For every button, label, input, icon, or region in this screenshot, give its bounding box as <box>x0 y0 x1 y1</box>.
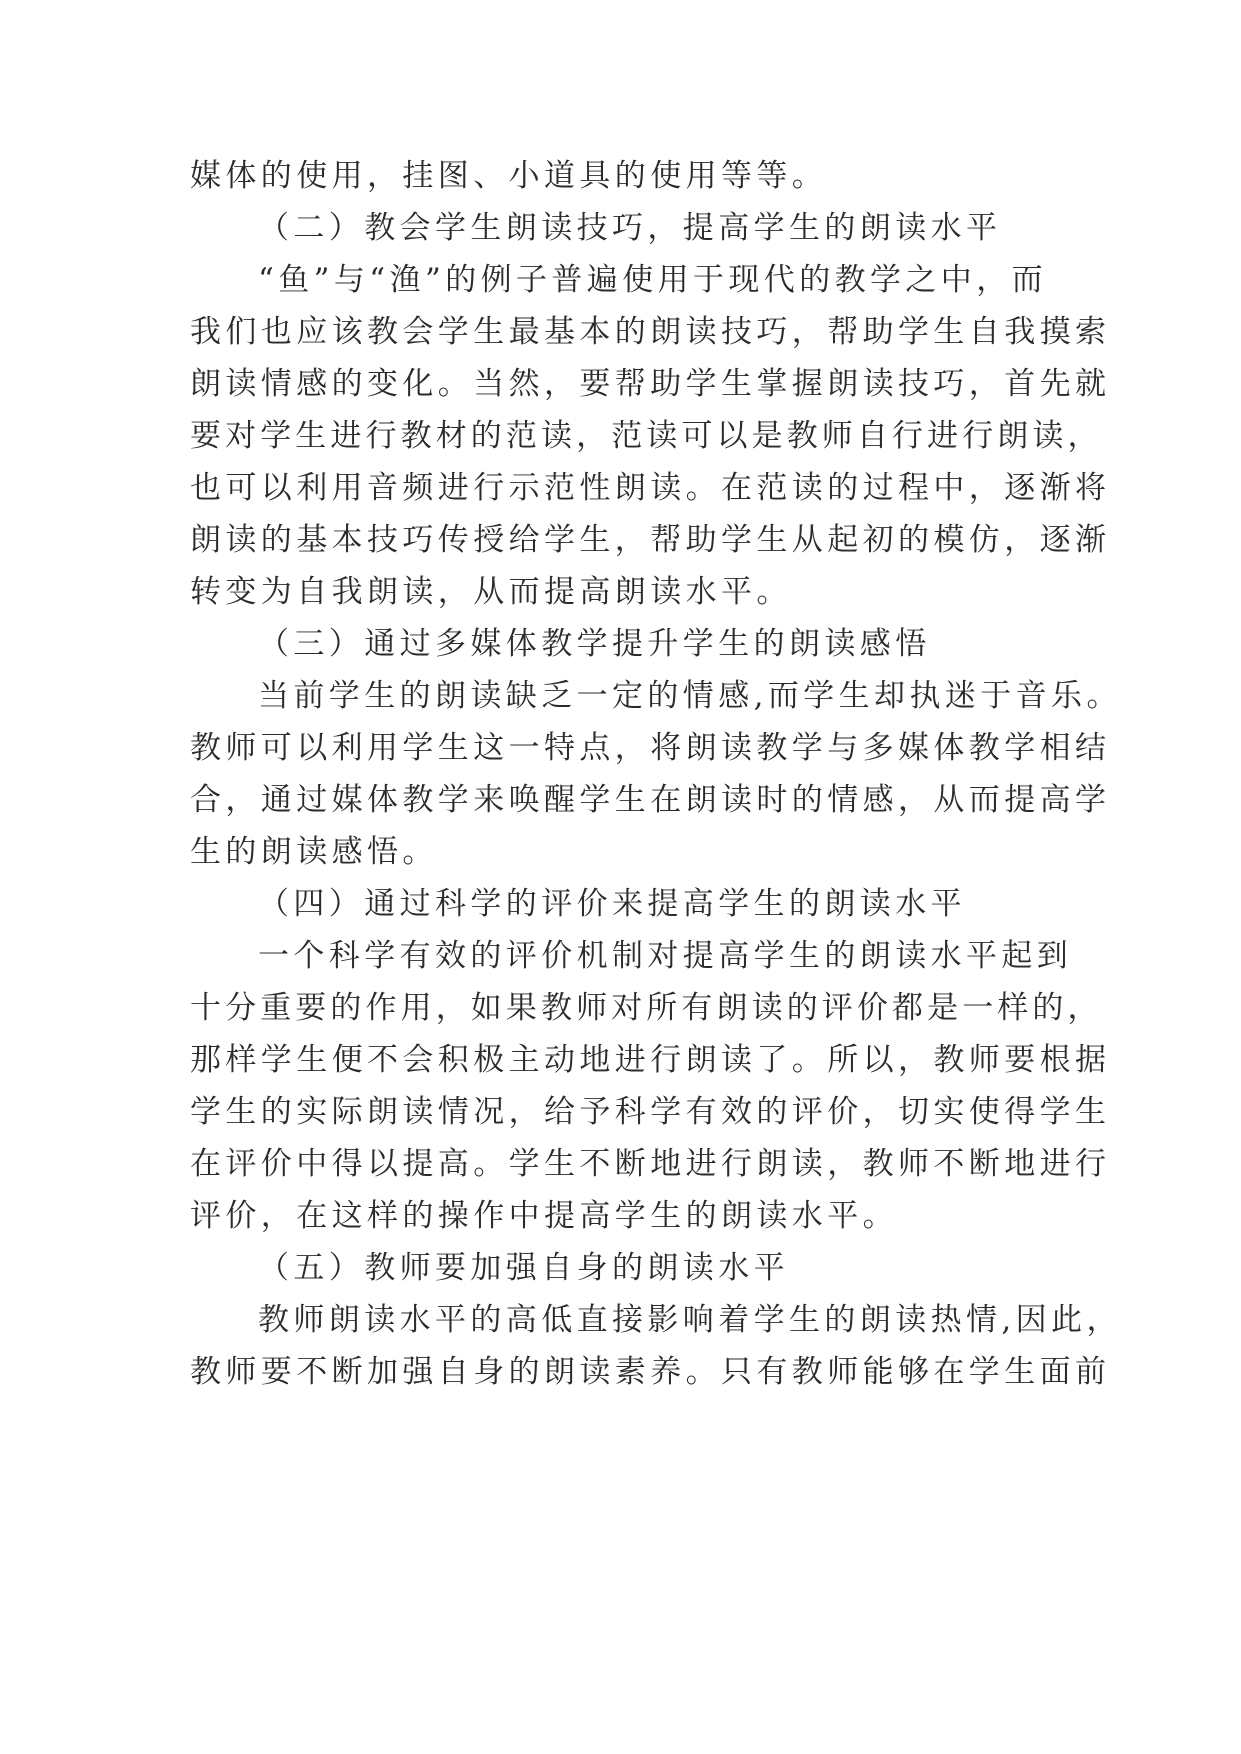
text-line: 朗读的基本技巧传授给学生，帮助学生从起初的模仿，逐渐 <box>190 522 1111 558</box>
text-line: 十分重要的作用，如果教师对所有朗读的评价都是一样的， <box>190 990 1103 1026</box>
text-line: 一个科学有效的评价机制对提高学生的朗读水平起到 <box>258 938 1073 974</box>
text-line: 我们也应该教会学生最基本的朗读技巧，帮助学生自我摸索 <box>190 314 1111 350</box>
text-line: 评价，在这样的操作中提高学生的朗读水平。 <box>190 1198 898 1234</box>
text-line: “鱼”与“渔”的例子普遍使用于现代的教学之中，而 <box>258 262 1047 298</box>
text-line: 合，通过媒体教学来唤醒学生在朗读时的情感，从而提高学 <box>190 782 1111 818</box>
text-line: 也可以利用音频进行示范性朗读。在范读的过程中，逐渐将 <box>190 470 1111 506</box>
text-line: 教师可以利用学生这一特点，将朗读教学与多媒体教学相结 <box>190 730 1111 766</box>
text-line: 生的朗读感悟。 <box>190 834 438 870</box>
text-line: 那样学生便不会积极主动地进行朗读了。所以，教师要根据 <box>190 1042 1111 1078</box>
text-line: 当前学生的朗读缺乏一定的情感,而学生却执迷于音乐。 <box>258 678 1122 714</box>
text-line: 在评价中得以提高。学生不断地进行朗读，教师不断地进行 <box>190 1146 1111 1182</box>
text-line: 教师朗读水平的高低直接影响着学生的朗读热情,因此， <box>258 1302 1122 1338</box>
text-line: 教师要不断加强自身的朗读素养。只有教师能够在学生面前 <box>190 1354 1111 1390</box>
text-line: 学生的实际朗读情况，给予科学有效的评价，切实使得学生 <box>190 1094 1111 1130</box>
text-line: 朗读情感的变化。当然，要帮助学生掌握朗读技巧，首先就 <box>190 366 1111 402</box>
section-heading: （二）教会学生朗读技巧，提高学生的朗读水平 <box>258 210 1002 246</box>
text-line: 要对学生进行教材的范读，范读可以是教师自行进行朗读， <box>190 418 1103 454</box>
text-line: 媒体的使用，挂图、小道具的使用等等。 <box>190 158 828 194</box>
section-heading: （四）通过科学的评价来提高学生的朗读水平 <box>258 886 966 922</box>
section-heading: （五）教师要加强自身的朗读水平 <box>258 1250 789 1286</box>
section-heading: （三）通过多媒体教学提升学生的朗读感悟 <box>258 626 931 662</box>
text-line: 转变为自我朗读，从而提高朗读水平。 <box>190 574 792 610</box>
